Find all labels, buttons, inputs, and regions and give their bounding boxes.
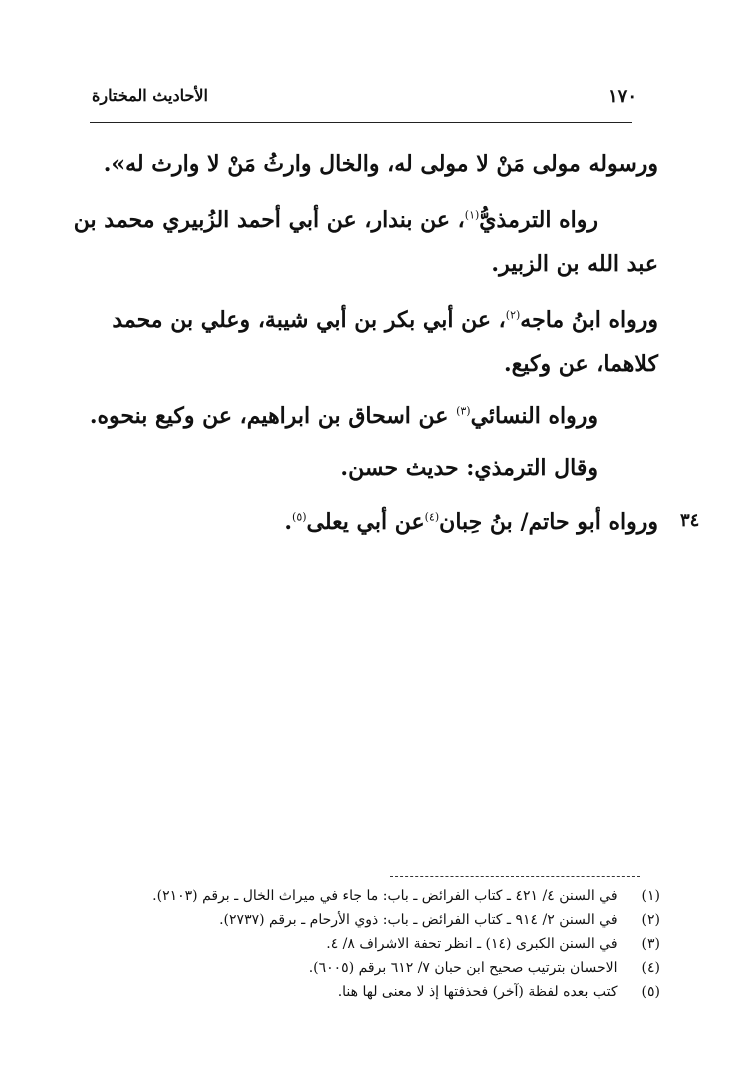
paragraph-3-text-c: كلاهما، عن وكيع. bbox=[503, 351, 658, 377]
footnote-ref-4[interactable]: (٤) bbox=[424, 510, 440, 524]
running-header-title: الأحاديث المختارة bbox=[92, 86, 208, 105]
footnote-1 bbox=[100, 884, 660, 908]
footnote-ref-1[interactable]: (١) bbox=[464, 208, 480, 222]
footnote-number: (٤) bbox=[641, 960, 660, 976]
margin-hadith-number: ٣٤ bbox=[680, 510, 700, 531]
paragraph-6-text-a: ورواه أبو حاتم/ بنُ حِبان bbox=[439, 509, 658, 535]
footnote-4 bbox=[100, 956, 660, 980]
footnote-number: (٢) bbox=[641, 912, 660, 928]
footnote-text: كتب بعده لفظة (آخر) فحذفتها إذ لا معنى لها هنا. bbox=[337, 984, 618, 1000]
footnote-ref-3[interactable]: (٣) bbox=[456, 404, 471, 418]
footnote-text: الاحسان بترتيب صحيح ابن حبان ٧/ ٦١٢ برقم (٦٠٠٥). bbox=[308, 960, 618, 976]
main-text bbox=[73, 0, 658, 560]
paragraph-6 bbox=[90, 496, 658, 548]
paragraph-6-text-c: . bbox=[284, 509, 293, 535]
paragraph-3-text-a: ورواه ابنُ ماجه bbox=[520, 307, 658, 333]
footnote-text: في السنن ٢/ ٩١٤ ـ كتاب الفرائض ـ باب: ذوي الأرحام ـ برقم (٢٧٣٧). bbox=[219, 912, 618, 928]
footnote-number: (١) bbox=[641, 888, 660, 904]
footnote-ref-5[interactable]: (٥) bbox=[292, 510, 307, 524]
footnote-number: (٥) bbox=[641, 984, 660, 1000]
paragraph-3-line-2 bbox=[90, 338, 658, 390]
footnote-3 bbox=[100, 932, 660, 956]
paragraph-2-text-a: رواه الترمذيُّ bbox=[479, 207, 598, 233]
footnote-divider bbox=[390, 876, 640, 877]
paragraph-5 bbox=[90, 442, 658, 494]
paragraph-1-text: ورسوله مولى مَنْ لا مولى له، والخال وارثُ مَنْ لا وارث له». bbox=[103, 151, 658, 177]
paragraph-2-line-2 bbox=[90, 238, 658, 290]
paragraph-4-text-a: ورواه النسائي bbox=[470, 403, 598, 429]
paragraph-6-text-b: عن أبي يعلى bbox=[306, 509, 425, 535]
paragraph-1 bbox=[90, 138, 658, 190]
footnote-ref-2[interactable]: (٢) bbox=[505, 308, 521, 322]
footnote-number: (٣) bbox=[641, 936, 660, 952]
paragraph-4 bbox=[90, 390, 658, 442]
page-number: ١٧٠ bbox=[608, 86, 638, 107]
footnote-text: في السنن الكبرى (١٤) ـ انظر تحفة الاشراف ٨/ ٤. bbox=[326, 936, 618, 952]
footnote-2 bbox=[100, 908, 660, 932]
paragraph-4-text-b: عن اسحاق بن ابراهيم، عن وكيع بنحوه. bbox=[89, 403, 457, 429]
footnote-text: في السنن ٤/ ٤٢١ ـ كتاب الفرائض ـ باب: ما جاء في ميراث الخال ـ برقم (٢١٠٣). bbox=[152, 888, 618, 904]
paragraph-5-text: وقال الترمذي: حديث حسن. bbox=[340, 455, 598, 481]
footnotes bbox=[100, 884, 660, 1004]
footnote-5 bbox=[100, 980, 660, 1004]
paragraph-2-text-c: عبد الله بن الزبير. bbox=[491, 251, 658, 277]
paragraph-3-text-b: ، عن أبي بكر بن أبي شيبة، وعلي بن محمد bbox=[112, 307, 506, 333]
paragraph-2-text-b: ، عن بندار، عن أبي أحمد الزُبيري محمد بن bbox=[73, 207, 465, 233]
